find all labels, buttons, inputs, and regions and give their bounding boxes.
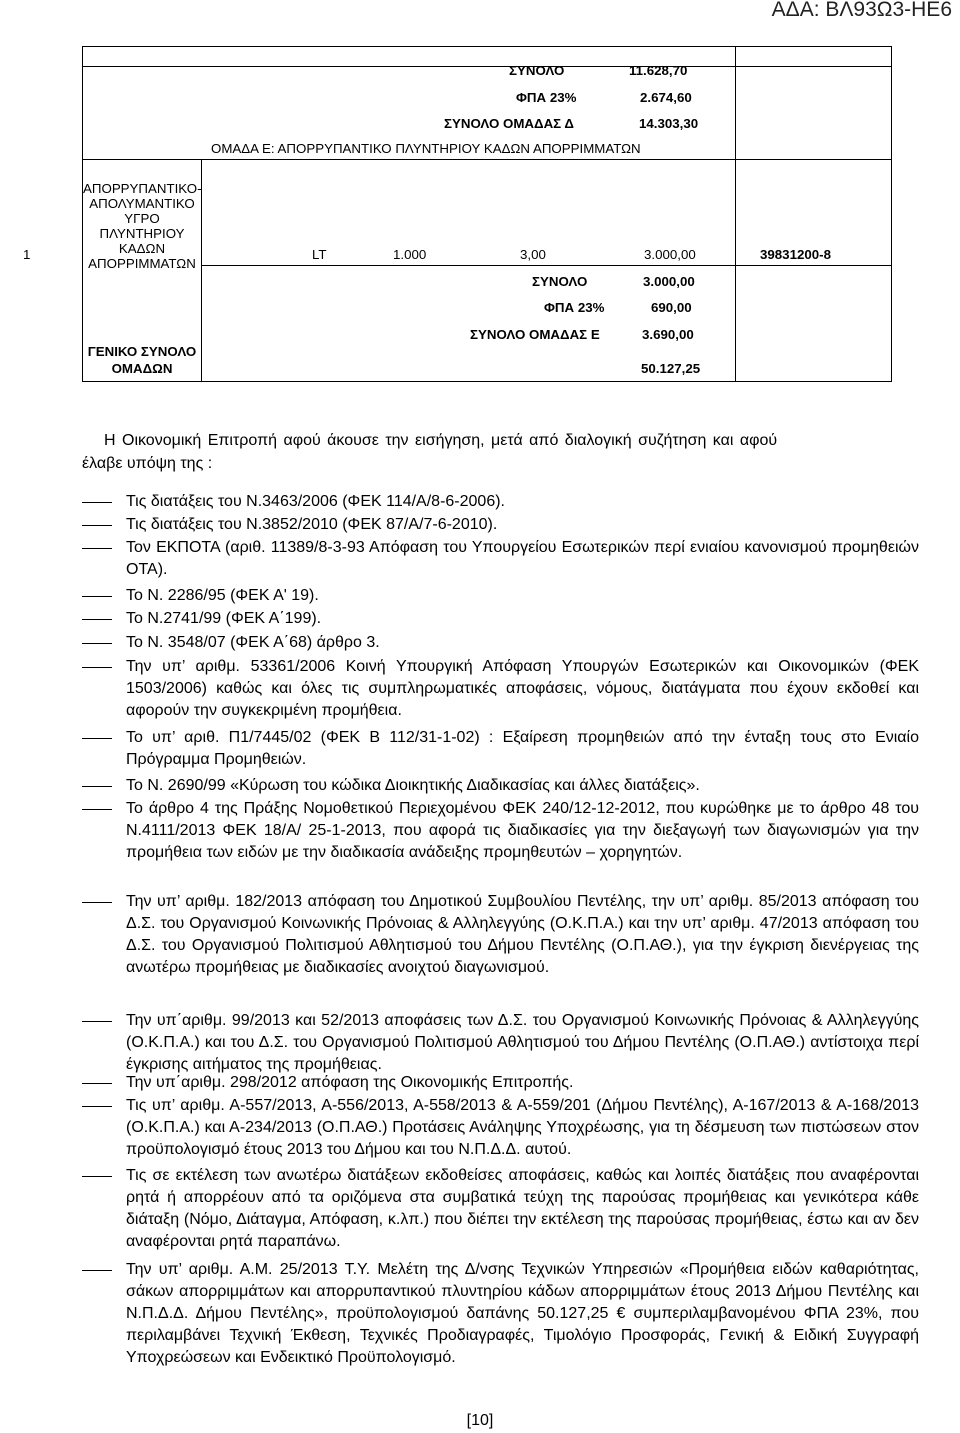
group-d-value: 14.303,30 bbox=[639, 116, 699, 131]
cost-table bbox=[23, 46, 892, 382]
intro-line-2: έλαβε υπόψη της : bbox=[82, 455, 213, 472]
list-item: Το Ν. 2286/95 (ΦΕΚ Α' 19). bbox=[82, 585, 919, 607]
item-total: 3.000,00 bbox=[644, 247, 696, 262]
group-e-label: ΣΥΝΟΛΟ ΟΜΑΔΑΣ Ε bbox=[470, 327, 600, 342]
list-item: Την υπ’ αριθμ. 182/2013 απόφαση του Δημοτικού Συμβουλίου Πεντέλης, την υπ’ αριθμ. 85/2013 απόφαση του Δ.Σ. του Οργανισμού Κοινωνικής Πρόνοιας & Αλληλεγγύης (Ο.Κ.Π.Α.) και την υπ’ αριθμ. 47/2013 απόφαση του Δ.Σ. του Οργανισμού Πολιτισμού Αθλητισμού του Δήμου Πεντέλης (Ο.Π.ΑΘ.), για την έγκριση διενέργειας της ανωτέρω προμήθειας με διαδικασίες ανοιχτού διαγωνισμού. bbox=[82, 891, 919, 979]
grand-total-label: ΓΕΝΙΚΟ ΣΥΝΟΛΟ ΟΜΑΔΩΝ bbox=[87, 344, 197, 376]
list-item: Τις σε εκτέλεση των ανωτέρω διατάξεων εκδοθείσες αποφάσεις, καθώς και λοιπές διατάξεις που αναφέρονται ρητά ή απορρέουν από τα οριζόμενα στα συμβατικά τεύχη της παρούσας προμήθειας και γενικότερα κάθε διάταξη (Νόμο, Διάταγμα, Απόφαση, κ.λπ.) που διέπει την εκτέλεση της παρούσας προμήθειας, έστω και αν δεν αναφέρονται ρητά παραπάνω. bbox=[82, 1165, 919, 1253]
sum-d-label: ΣΥΝΟΛΟ bbox=[509, 63, 565, 78]
vat-d-value: 2.674,60 bbox=[640, 90, 692, 105]
row-divider bbox=[83, 159, 892, 160]
list-item: Την υπ΄αριθμ. 298/2012 απόφαση της Οικονομικής Επιτροπής. bbox=[82, 1072, 919, 1094]
list-item: Τις διατάξεις του Ν.3852/2010 (ΦΕΚ 87/Α/7-6-2010). bbox=[82, 514, 919, 536]
list-item: Την υπ’ αριθμ. Α.Μ. 25/2013 Τ.Υ. Μελέτη της Δ/νσης Τεχνικών Υπηρεσιών «Προμήθεια ειδών καθαριότητας, σάκων απορριμμάτων και απορρυπαντικού πλυντηρίου κάδων απορριμμάτων έτους 2013 Δήμου Πεντέλης και Ν.Π.Δ.Δ. Δήμου Πεντέλης», προϋπολογισμού δαπάνης 50.127,25 € συμπεριλαμβανομένου ΦΠΑ 23%, που περιλαμβάνει Τεχνική Έκθεση, Τεχνικές Προδιαγραφές, Τιμολόγιο Προσφοράς, Γενική & Ειδική Συγγραφή Υποχρεώσεων και Ενδεικτικό Προϋπολογισμό. bbox=[82, 1259, 919, 1369]
list-item: Την υπ΄αριθμ. 99/2013 και 52/2013 αποφάσεις των Δ.Σ. του Οργανισμού Κοινωνικής Πρόνοιας & Αλληλεγγύης (Ο.Κ.Π.Α.) και του Δ.Σ. του Οργανισμού Πολιτισμού Αθλητισμού του Δήμου Πεντέλης (Ο.Π.ΑΘ.) αντίστοιχα περί έγκρισης αιτήματος της προμήθειας. bbox=[82, 1010, 919, 1076]
ada-code: ΑΔΑ: ΒΛ93Ω3-ΗΕ6 bbox=[771, 0, 952, 21]
vat-d-label: ΦΠΑ 23% bbox=[516, 90, 577, 105]
group-d-label: ΣΥΝΟΛΟ ΟΜΑΔΑΣ Δ bbox=[444, 116, 574, 131]
list-item: Τις διατάξεις του Ν.3463/2006 (ΦΕΚ 114/Α/8-6-2006). bbox=[82, 491, 919, 513]
list-item: Το Ν.2741/99 (ΦΕΚ Α΄199). bbox=[82, 608, 919, 630]
list-item: Την υπ’ αριθμ. 53361/2006 Κοινή Υπουργική Απόφαση Υπουργών Εσωτερικών και Οικονομικών (ΦΕΚ 1503/2006) καθώς και όλες τις συμπληρωματικές αποφάσεις, νόμους, διατάγματα που έχουν εκδοθεί και αφορούν την συγκεκριμένη προμήθεια. bbox=[82, 656, 919, 722]
list-item: Τις υπ’ αριθμ. Α-557/2013, Α-556/2013, Α-558/2013 & Α-559/201 (Δήμου Πεντέλης), Α-167/2013 & Α-168/2013 (Ο.Κ.Π.Α.) και Α-234/2013 (Ο.Π.ΑΘ.) Προτάσεις Ανάληψης Υποχρέωσης, για τη δέσμευση των πιστώσεων στον προϋπολογισμό έτους 2013 του Δήμου και του Ν.Π.Δ.Δ. αυτού. bbox=[82, 1095, 919, 1161]
list-item: Τον ΕΚΠΟΤΑ (αριθ. 11389/8-3-93 Απόφαση του Υπουργείου Εσωτερικών περί ενιαίου κανονισμού προμηθειών ΟΤΑ). bbox=[82, 537, 919, 581]
grand-total-value: 50.127,25 bbox=[641, 361, 701, 376]
item-unit: LT bbox=[312, 247, 327, 262]
col-divider bbox=[735, 47, 736, 381]
item-number: 1 bbox=[23, 247, 31, 262]
group-e-value: 3.690,00 bbox=[642, 327, 694, 342]
list-item: Το Ν. 3548/07 (ΦΕΚ Α΄68) άρθρο 3. bbox=[82, 632, 919, 654]
page-number: [10] bbox=[466, 1412, 494, 1429]
item-description: ΑΠΟΡΡΥΠΑΝΤΙΚΟ- ΑΠΟΛΥΜΑΝΤΙΚΟ ΥΓΡΟ ΠΛΥΝΤΗΡΙΟΥ ΚΑΔΩΝ ΑΠΟΡΡΙΜΜΑΤΩΝ bbox=[83, 181, 202, 271]
item-unit-price: 3,00 bbox=[520, 247, 546, 262]
row-divider bbox=[201, 265, 892, 266]
list-item: Το άρθρο 4 της Πράξης Νομοθετικού Περιεχομένου ΦΕΚ 240/12-12-2012, που κυρώθηκε με το άρθρο 48 του Ν.4111/2013 ΦΕΚ 18/Α/ 25-1-2013, που αφορά τις διαδικασίες για την διεξαγωγή των διαγωνισμών για την προμήθεια των ειδών με την διαδικασία ανάδειξης προμηθευτών – χορηγητών. bbox=[82, 798, 919, 864]
list-item: Το υπ’ αριθ. Π1/7445/02 (ΦΕΚ Β 112/31-1-02) : Εξαίρεση προμηθειών από την ένταξη τους στο Ενιαίο Πρόγραμμα Προμηθειών. bbox=[82, 727, 919, 771]
group-e-title: ΟΜΑΔΑ Ε: ΑΠΟΡΡΥΠΑΝΤΙΚΟ ΠΛΥΝΤΗΡΙΟΥ ΚΑΔΩΝ ΑΠΟΡΡΙΜΜΑΤΩΝ bbox=[211, 141, 641, 156]
vat-e-label: ΦΠΑ 23% bbox=[544, 300, 605, 315]
item-cpv: 39831200-8 bbox=[760, 247, 831, 262]
row-divider bbox=[83, 66, 892, 67]
sum-e-value: 3.000,00 bbox=[643, 274, 695, 289]
list-item: Το Ν. 2690/99 «Κύρωση του κώδικα Διοικητικής Διαδικασίας και άλλες διατάξεις». bbox=[82, 775, 919, 797]
sum-e-label: ΣΥΝΟΛΟ bbox=[532, 274, 588, 289]
item-quantity: 1.000 bbox=[393, 247, 427, 262]
intro-line-1: Η Οικονομική Επιτροπή αφού άκουσε την εισήγηση, μετά από διαλογική συζήτηση και αφού bbox=[104, 432, 778, 449]
sum-d-value: 11.628,70 bbox=[629, 63, 688, 78]
vat-e-value: 690,00 bbox=[651, 300, 692, 315]
